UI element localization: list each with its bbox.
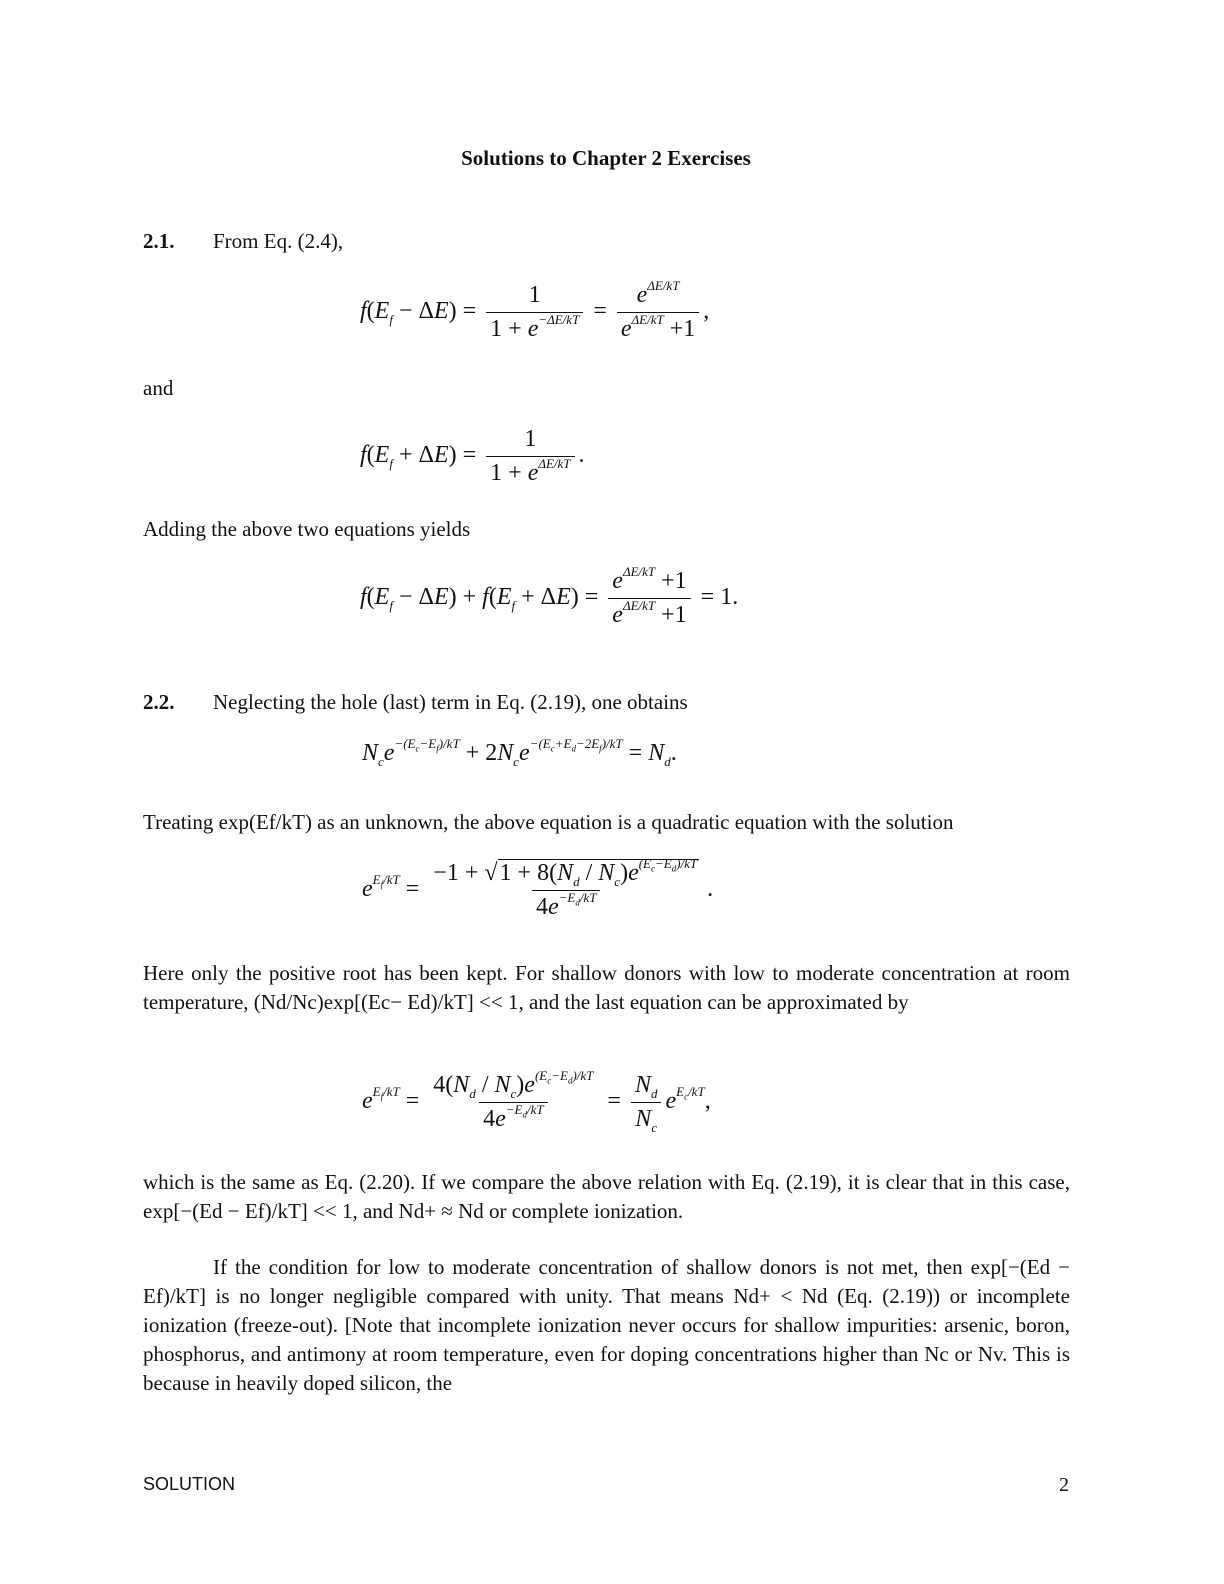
section-2-1-lead: From Eq. (2.4), [213, 229, 344, 253]
footer-label: SOLUTION [143, 1474, 236, 1494]
equation-approximation: $e^{E_f/kT}$ = $\frac{4(N_d / N_c)e^{(E_c-E_d)/kT}}{4e^{-E_d/kT}}$ = $\frac{N_d}{N_c}$ $e^{E_c/kT}$, [362, 1068, 711, 1135]
condition-paragraph: If the condition for low to moderate concentration of shallow donors is not met, then exp[−(Ed − Ef)/kT] is no longer negligible compared with unity. That means Nd+ < Nd (Eq. (2.19)) or incomplete ionization (freeze-out). [Note that incomplete ionization never occurs for shallow impurities: arsenic, boron, phosphorus, and antimony at room temperature, even for doping concentrations higher than Nc or Nv. This is because in heavily doped silicon, the [143, 1255, 1070, 1395]
equation-quadratic-solution: $e^{E_f/kT}$ = $\frac{-1 + √1 + 8(N_d / N_c)e^{(E_c-E_d)/kT}}{4e^{-E_d/kT}}$ . [362, 856, 714, 920]
and-text: and [143, 376, 174, 400]
positive-root-paragraph: Here only the positive root has been kept. For shallow donors with low to moderate concentration at room temperature, (Nd/Nc)exp[(Ec− Ed)/kT] << 1, and the last equation can be approximated by [143, 961, 1070, 1014]
page-number: 2 [1059, 1474, 1069, 1496]
equation-sum: $f(E_f - \Delta E) + f(E_f + \Delta E)$ = $\frac{e^{\Delta E/kT} +1}{e^{\Delta E/kT} +1}$ = 1. [360, 564, 739, 628]
page-title: Solutions to Chapter 2 Exercises [461, 146, 751, 170]
equation-nc: $N_ce^{-(E_c-E_f)/kT} + 2N_ce^{-(E_c+E_d-2E_f)/kT} = N_d$. [362, 736, 677, 769]
section-number-2-1: 2.1. [143, 229, 175, 253]
equation-f-minus: $f(E_f - \Delta E)$ = $\frac{1}{1 + e^{-\Delta E/kT}}$ = $\frac{e^{\Delta E/kT}}{e^{\Delta E/kT} +1}$ , [360, 278, 710, 342]
treating-text: Treating exp(Ef/kT) as an unknown, the above equation is a quadratic equation with the solution [143, 810, 954, 834]
section-2-2-lead: Neglecting the hole (last) term in Eq. (2.19), one obtains [213, 690, 688, 714]
section-number-2-2: 2.2. [143, 690, 175, 714]
adding-text: Adding the above two equations yields [143, 517, 471, 541]
same-as-paragraph: which is the same as Eq. (2.20). If we compare the above relation with Eq. (2.19), it is clear that in this case, exp[−(Ed − Ef)/kT] << 1, and Nd+ ≈ Nd or complete ionization. [143, 1170, 1070, 1223]
equation-f-plus: $f(E_f + \Delta E)$ = $\frac{1}{1 + e^{\Delta E/kT}}$ . [360, 426, 585, 486]
